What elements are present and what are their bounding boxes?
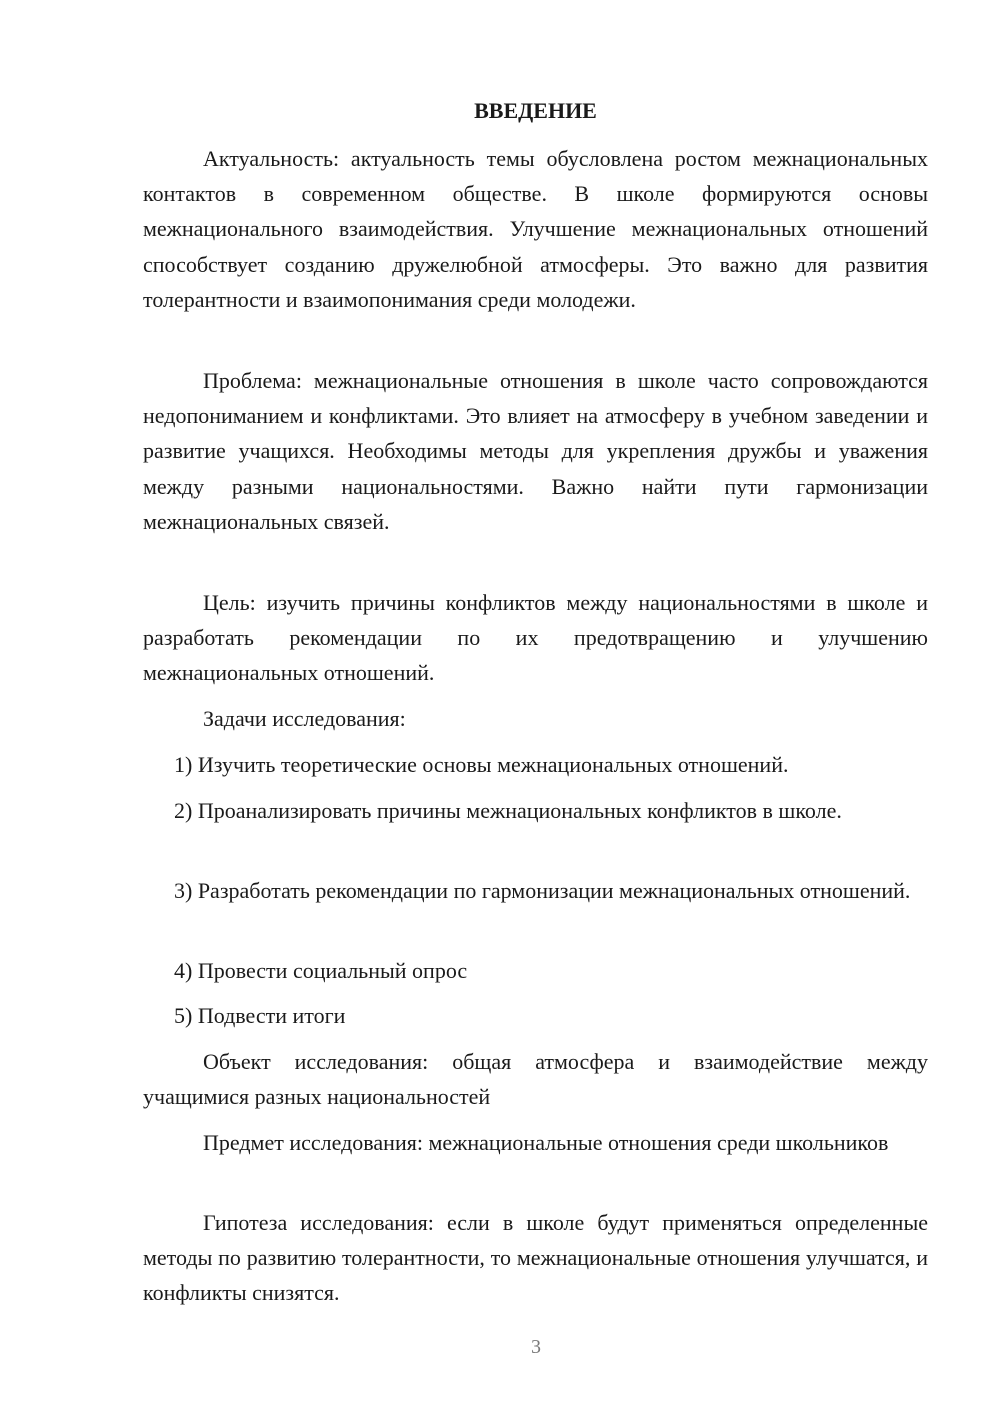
subject-paragraph: Предмет исследования: межнациональные отношения среди школьников xyxy=(203,1130,889,1155)
page-title: ВВЕДЕНИЕ xyxy=(474,98,597,123)
task-item-5: 5) Подвести итоги xyxy=(174,1003,346,1028)
task-item-3: 3) Разработать рекомендации по гармонизации межнациональных отношений. xyxy=(174,878,911,903)
task-item-1: 1) Изучить теоретические основы межнациональных отношений. xyxy=(174,752,789,777)
task-item-2: 2) Проанализировать причины межнациональных конфликтов в школе. xyxy=(174,798,842,823)
tasks-title: Задачи исследования: xyxy=(203,706,406,731)
page-number: 3 xyxy=(531,1336,541,1358)
relevance-paragraph: Актуальность: актуальность темы обусловлена ростом межнациональных контактов в современном обществе. В школе формируются основы межнационального взаимодействия. Улучшение межнациональных отношений способствует созданию дружелюбной атмосферы. Это важно для развития толерантности и взаимопонимания среди молодежи. xyxy=(143,146,928,312)
problem-paragraph: Проблема: межнациональные отношения в школе часто сопровождаются недопониманием и конфликтами. Это влияет на атмосферу в учебном заведении и развитие учащихся. Необходимы методы для укрепления дружбы и уважения между разными национальностями. Важно найти пути гармонизации межнациональных связей. xyxy=(143,368,928,534)
goal-paragraph: Цель: изучить причины конфликтов между национальностями в школе и разработать рекомендации по их предотвращению и улучшению межнациональных отношений. xyxy=(143,590,928,686)
object-paragraph: Объект исследования: общая атмосфера и взаимодействие между учащимися разных национальностей xyxy=(143,1049,928,1110)
hypothesis-paragraph: Гипотеза исследования: если в школе будут применяться определенные методы по развитию толерантности, то межнациональные отношения улучшатся, и конфликты снизятся. xyxy=(143,1210,928,1306)
task-item-4: 4) Провести социальный опрос xyxy=(174,958,468,983)
